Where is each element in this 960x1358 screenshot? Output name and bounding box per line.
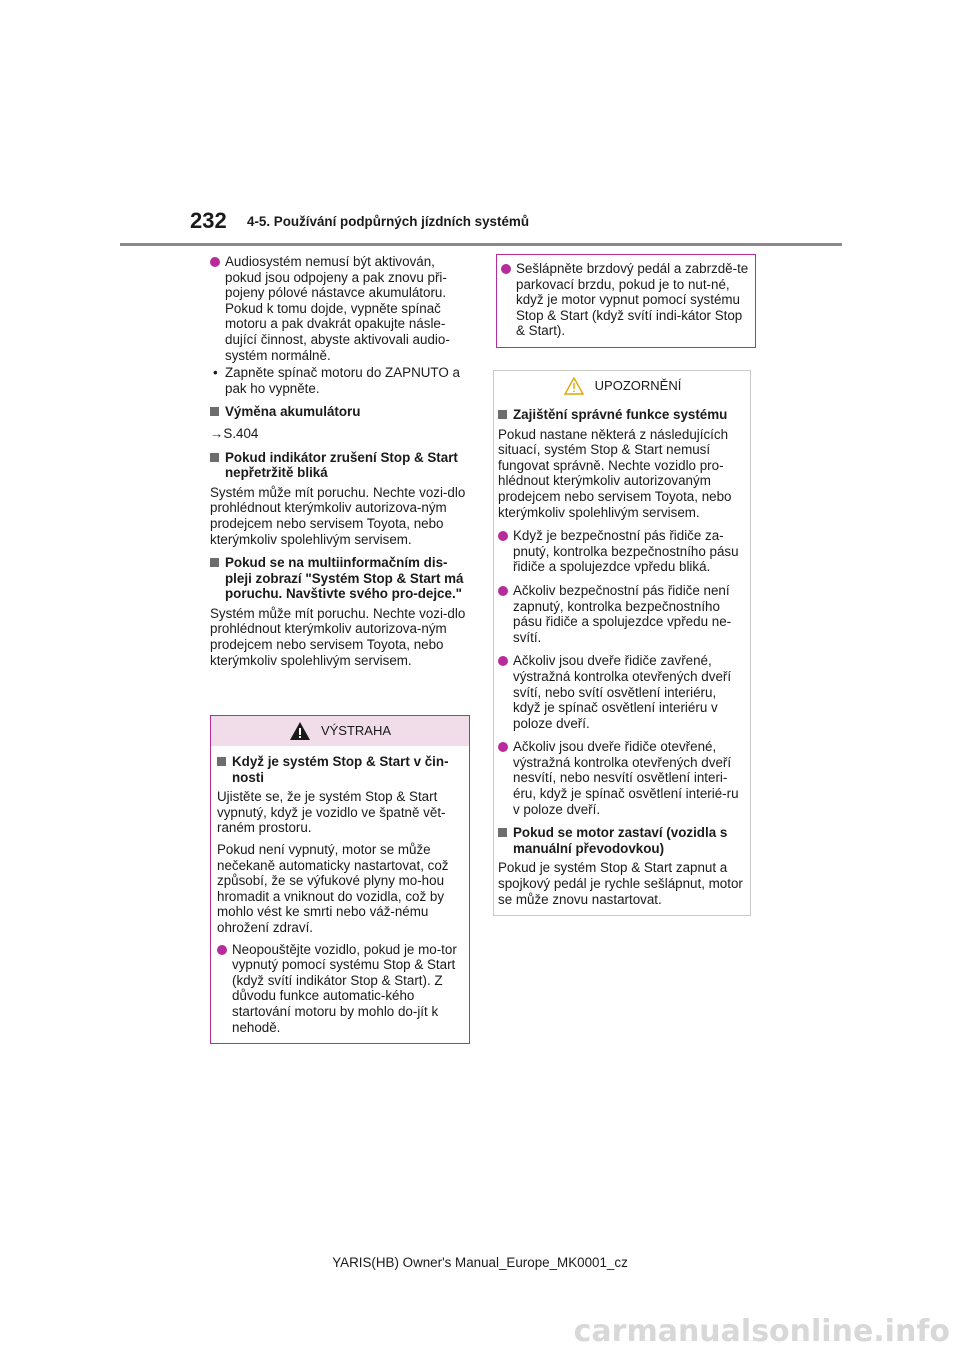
brake-note-box [496, 254, 756, 348]
warning-box [210, 715, 470, 1044]
caution-bullet-door-open: Ačkoliv jsou dveře řidiče otevřené, výstražná kontrolka otevřených dveří nesvítí, nebo nesvítí osvětlení interi-éru, když je spínač osvětlení interié-ru v poloze dveří. [498, 739, 744, 817]
warning-triangle-icon [289, 721, 311, 741]
warning-heading: Když je systém Stop & Start v čin-nosti [217, 754, 463, 785]
section-title: 4-5. Používání podpůrných jízdních systémů [247, 214, 529, 229]
warning-text-ventilation: Ujistěte se, že je systém Stop & Start vypnutý, když je vozidlo ve špatně vět-raném prostoru. [217, 789, 446, 836]
caution-text-function: Pokud nastane některá z následujících situací, systém Stop & Start nemusí fungovat správně. Nechte vozidlo pro-hlédnout kterýmkoliv autorizovaným prodejcem nebo servisem Toyota, nebo kterýmkoliv spolehlivým servisem. [498, 426, 732, 520]
heading-indicator-blinking: Pokud indikátor zrušení Stop & Start nepřetržitě bliká [210, 450, 468, 481]
warning-box-body [211, 746, 469, 1043]
heading-battery-replacement: Výměna akumulátoru [210, 404, 468, 420]
sub-bullet-engine-switch: • Zapněte spínač motoru do ZAPNUTO a pak ho vypněte. [210, 365, 468, 396]
caution-box [493, 370, 751, 916]
bullet-audio-system: Audiosystém nemusí být aktivován, pokud jsou odpojeny a pak znovu při-pojeny pólové nástavce akumulátoru. Pokud k tomu dojde, vypněte spínač motoru a pak dvakrát opakujte násle-dující činnost, abyste aktivovali audio-systém normálně. [210, 254, 468, 363]
caution-heading-function: Zajištění správné funkce systému [498, 407, 744, 423]
heading-multi-info-display: Pokud se na multiinformačním dis-pleji zobrazí "Systém Stop & Start má poruchu. Navštivte svého pro-dejce." [210, 555, 468, 602]
text-indicator-blinking: Systém může mít poruchu. Nechte vozi-dlo prohlédnout kterýmkoliv autorizova-ným prodejcem nebo servisem Toyota, nebo kterýmkoliv spolehlivým servisem. [210, 484, 466, 547]
page-reference-link[interactable]: →S.404 [210, 425, 259, 441]
caution-bullet-seatbelt-fastened: Když je bezpečnostní pás řidiče za-pnutý, kontrolka bezpečnostního pásu řidiče a spolujezdce vpředu bliká. [498, 528, 744, 575]
caution-text-engine-stall: Pokud je systém Stop & Start zapnut a spojkový pedál je rychle sešlápnut, motor se může znovu nastartovat. [498, 860, 743, 907]
warning-box-title: VÝSTRAHA [320, 723, 392, 739]
watermark: carmanualsonline.info [573, 1314, 950, 1349]
caution-heading-engine-stall: Pokud se motor zastaví (vozidla s manuální převodovkou) [498, 825, 744, 856]
caution-bullet-door-closed: Ačkoliv jsou dveře řidiče zavřené, výstražná kontrolka otevřených dveří svítí, nebo svítí osvětlení interiéru, když je spínač osvětlení interiéru v poloze dveří. [498, 653, 744, 731]
page-number: 232 [190, 208, 227, 233]
caution-bullet-seatbelt-unfastened: Ačkoliv bezpečnostní pás řidiče není zapnutý, kontrolka bezpečnostního pásu řidiče a spolujezdce vpředu ne-svítí. [498, 583, 744, 645]
warning-text-exhaust: Pokud není vypnutý, motor se může nečekaně automaticky nastartovat, což způsobí, že se výfukové plyny mo-hou hromadit a vniknout do vozidla, což by mohlo vést ke smrti nebo váž-nému ohrožení zdraví. [217, 841, 449, 935]
header-divider [120, 243, 842, 246]
caution-triangle-icon [563, 376, 585, 396]
left-column [210, 254, 468, 674]
warning-box-header [211, 716, 469, 746]
text-multi-info-display: Systém může mít poruchu. Nechte vozi-dlo prohlédnout kterýmkoliv autorizova-ným prodejcem nebo servisem Toyota, nebo kterýmkoliv spolehlivým servisem. [210, 605, 466, 668]
caution-box-header [494, 371, 750, 401]
footer-manual-id: YARIS(HB) Owner's Manual_Europe_MK0001_cz [332, 1255, 628, 1270]
note-bullet-brake: Sešlápněte brzdový pedál a zabrzdě-te parkovací brzdu, pokud je to nut-né, když je motor vypnut pomocí systému Stop & Start (když svítí indi-kátor Stop & Start). [501, 261, 753, 339]
warning-bullet-leave-vehicle: Neopouštějte vozidlo, pokud je mo-tor vypnutý pomocí systému Stop & Start (když svítí indikátor Stop & Start). Z důvodu funkce automatic-kého startování motoru by mohlo do-jít k nehodě. [217, 942, 463, 1036]
caution-box-title: UPOZORNĚNÍ [594, 378, 682, 394]
caution-box-body [494, 401, 750, 915]
